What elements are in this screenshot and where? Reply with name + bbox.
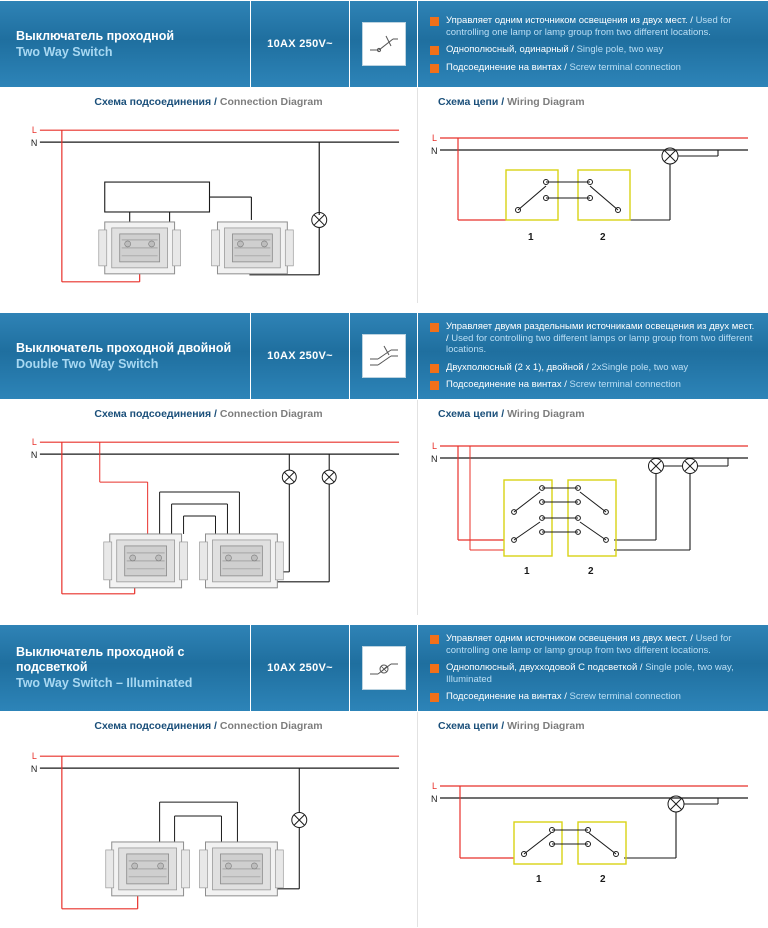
- feature-text: Однополюсный, одинарный / Single pole, two way: [446, 44, 664, 55]
- feature-item: [430, 44, 758, 56]
- feature-item: [430, 379, 758, 391]
- connection-diagram-title: Схема подсоединения / Connection Diagram: [94, 720, 323, 732]
- svg-text:N: N: [431, 454, 438, 464]
- block-divider: [0, 304, 768, 312]
- feature-item: [430, 15, 758, 38]
- block-title: [0, 313, 250, 399]
- connection-diagram-title: Схема подсоединения / Connection Diagram: [94, 408, 323, 420]
- block-header: [0, 624, 768, 712]
- block-title-ru: Выключатель проходной: [16, 28, 175, 43]
- connection-diagram-panel: [0, 88, 418, 303]
- wiring-diagram-title: Схема цепи / Wiring Diagram: [438, 96, 585, 108]
- bullet-icon: [430, 64, 439, 73]
- block-rating: 10AX 250V~: [250, 313, 350, 399]
- feature-list: [418, 625, 768, 711]
- feature-list: [418, 1, 768, 87]
- bullet-icon: [430, 635, 439, 644]
- svg-text:L: L: [432, 133, 438, 143]
- connection-diagram-graphic: [0, 422, 417, 612]
- wiring-diagram-title: Схема цепи / Wiring Diagram: [438, 720, 585, 732]
- svg-text:L: L: [31, 125, 37, 136]
- feature-item: [430, 662, 758, 685]
- block-rating: 10AX 250V~: [250, 1, 350, 87]
- block-title-en: Two Way Switch – Illuminated: [16, 676, 193, 690]
- block-symbol: [350, 625, 418, 711]
- product-block-two-way-switch-illuminated: [0, 624, 768, 928]
- block-title-en: Double Two Way Switch: [16, 356, 159, 371]
- block-header: [0, 0, 768, 88]
- wiring-diagram-title: Схема цепи / Wiring Diagram: [438, 408, 585, 420]
- diagram-row: [0, 88, 768, 304]
- switch-mechanism-2: [200, 842, 284, 896]
- product-block-two-way-switch: [0, 0, 768, 304]
- two-way-switch-symbol-icon: [362, 22, 406, 66]
- feature-item: [430, 62, 758, 74]
- svg-text:1: 1: [528, 232, 534, 243]
- svg-text:2: 2: [600, 232, 606, 243]
- svg-text:L: L: [432, 441, 438, 451]
- block-symbol: [350, 313, 418, 399]
- diagram-row: [0, 400, 768, 616]
- block-title: [0, 625, 250, 711]
- svg-text:1: 1: [524, 566, 530, 577]
- wiring-diagram-panel: [418, 88, 768, 303]
- switch-mechanism-2: [211, 222, 293, 274]
- feature-item: [430, 321, 758, 356]
- feature-text: Подсоединение на винтах / Screw terminal connection: [446, 379, 681, 391]
- svg-text:1: 1: [536, 874, 542, 885]
- block-rating: 10AX 250V~: [250, 625, 350, 711]
- bullet-icon: [430, 381, 439, 390]
- svg-text:N: N: [431, 146, 438, 156]
- svg-text:N: N: [30, 764, 38, 775]
- svg-text:2: 2: [588, 566, 594, 577]
- bullet-icon: [430, 693, 439, 702]
- switch-mechanism-1: [99, 222, 181, 274]
- bullet-icon: [430, 364, 439, 373]
- feature-text: Двухполюсный (2 х 1), двойной / 2xSingle pole, two way: [446, 361, 689, 373]
- svg-text:N: N: [431, 794, 438, 804]
- block-symbol: [350, 1, 418, 87]
- product-block-double-two-way-switch: [0, 312, 768, 616]
- feature-text: Однополюсный, двухходовой С подсветкой / Single pole, two way, Illuminated: [446, 662, 734, 685]
- feature-item: [430, 691, 758, 703]
- wiring-diagram-panel: [418, 712, 768, 927]
- diagram-row: [0, 712, 768, 928]
- block-title-ru: Выключатель проходной с подсветкой: [16, 645, 185, 674]
- block-title-en: Two Way Switch: [16, 44, 113, 59]
- feature-item: [430, 633, 758, 656]
- feature-text: Управляет двумя раздельными источниками освещения из двух мест. / Used for controlling two different lamps or lamp group from two different locations.: [446, 321, 755, 356]
- svg-text:L: L: [31, 751, 37, 762]
- feature-text: Управляет одним источником освещения из двух мест. / Used for controlling one lamp or lamp group from two different locations.: [446, 633, 732, 656]
- switch-mechanism-2: [200, 534, 284, 588]
- svg-text:L: L: [31, 437, 37, 448]
- block-title: [0, 1, 250, 87]
- feature-item: [430, 362, 758, 374]
- bullet-icon: [430, 46, 439, 55]
- bullet-icon: [430, 323, 439, 332]
- svg-text:N: N: [30, 138, 38, 149]
- connection-diagram-graphic: [0, 110, 417, 300]
- connection-diagram-panel: [0, 712, 418, 927]
- block-header: [0, 312, 768, 400]
- feature-list: [418, 313, 768, 399]
- svg-text:N: N: [30, 450, 38, 461]
- bullet-icon: [430, 17, 439, 26]
- svg-text:L: L: [432, 781, 438, 791]
- feature-text: Подсоединение на винтах / Screw terminal connection: [446, 691, 681, 703]
- wiring-diagram-graphic: [418, 110, 768, 300]
- wiring-diagram-graphic: [418, 422, 768, 612]
- double-two-way-switch-symbol-icon: [362, 334, 406, 378]
- wiring-diagram-graphic: [418, 734, 768, 924]
- switch-mechanism-1: [106, 842, 190, 896]
- feature-text: Управляет одним источником освещения из двух мест. / Used for controlling one lamp or lamp group from two different locations.: [446, 15, 732, 38]
- block-title-ru: Выключатель проходной двойной: [16, 340, 232, 355]
- connection-diagram-panel: [0, 400, 418, 615]
- switch-mechanism-1: [104, 534, 188, 588]
- bullet-icon: [430, 664, 439, 673]
- illuminated-two-way-switch-symbol-icon: [362, 646, 406, 690]
- block-divider: [0, 616, 768, 624]
- connection-diagram-title: Схема подсоединения / Connection Diagram: [94, 96, 323, 108]
- svg-text:2: 2: [600, 874, 606, 885]
- connection-diagram-graphic: [0, 734, 417, 924]
- feature-text: Подсоединение на винтах / Screw terminal connection: [446, 61, 681, 73]
- wiring-diagram-panel: [418, 400, 768, 615]
